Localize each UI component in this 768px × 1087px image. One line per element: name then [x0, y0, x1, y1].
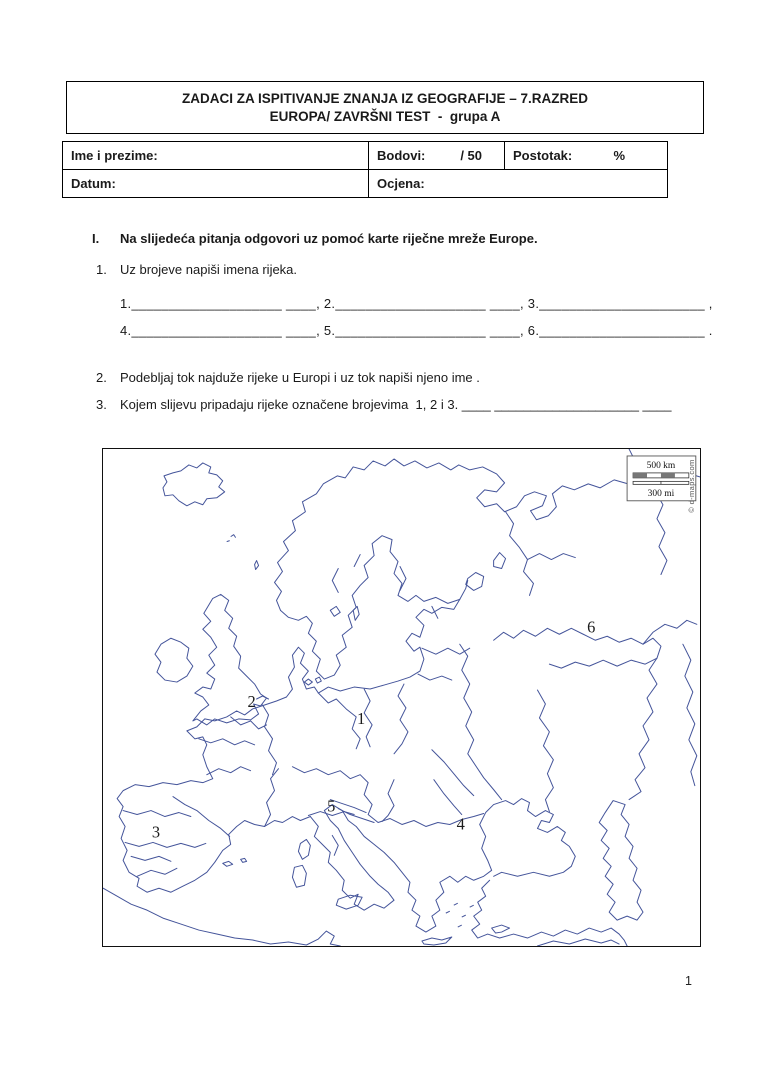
table-row [63, 142, 668, 170]
river-oka [549, 658, 657, 668]
river-ebro [173, 797, 230, 837]
faroe-shetland-islands [227, 535, 259, 570]
scandinavian-rivers [332, 555, 438, 619]
river-thames [257, 696, 269, 699]
river-elbe [318, 693, 360, 749]
river-loire [199, 739, 255, 745]
caspian-sea-outline [599, 801, 643, 921]
answer-blanks-row-1: 1.____________________ ____, 2.____________________ ____, 3.______________________ , [120, 296, 713, 311]
river-tiber [332, 835, 338, 855]
title-box [66, 81, 704, 134]
river-neman [418, 674, 452, 680]
name-cell [63, 142, 369, 170]
scale-bar-segment [633, 473, 647, 478]
map-credit: © d-maps.com [686, 459, 696, 513]
question-3 [96, 397, 671, 412]
map-marker-4: 4 [456, 814, 465, 834]
river-seine [231, 717, 267, 729]
question-1-number: 1. [96, 262, 107, 277]
question-3-number: 3. [96, 397, 107, 412]
crete-outline [422, 937, 452, 945]
cyprus-outline [492, 925, 510, 933]
question-3-text: Kojem slijevu pripadaju rijeke označene brojevima 1, 2 i 3. [120, 397, 462, 412]
grade-label: Ocjena: [377, 176, 425, 191]
river-don [537, 690, 553, 812]
corsica-outline [298, 839, 310, 859]
grade-cell [369, 170, 668, 198]
section-numeral: I. [92, 231, 100, 246]
italy-balkans-blacksea-coastline [310, 796, 575, 932]
river-garonne [207, 767, 251, 775]
north-africa-coastline [103, 888, 340, 946]
river-tagus [125, 842, 206, 847]
question-2-text: Podebljaj tok najduže rijeke u Europi i uz tok napiši njeno ime . [120, 370, 480, 385]
ireland-outline [155, 638, 193, 682]
page-number: 1 [685, 974, 692, 988]
river-kama [643, 620, 697, 644]
river-duero [123, 811, 191, 817]
title-line-1: ZADACI ZA ISPITIVANJE ZNANJA IZ GEOGRAFIJE – 7.RAZRED [181, 91, 589, 106]
table-row [63, 170, 668, 198]
lake-ladoga [466, 573, 484, 591]
egypt-levant-coastline [537, 939, 619, 946]
section-instruction: Na slijedeća pitanja odgovori uz pomoć karte riječne mreže Europe. [120, 231, 538, 246]
river-dniester [432, 750, 474, 796]
anatolia-coastline [472, 880, 627, 946]
scale-mi-label: 300 mi [647, 488, 675, 499]
date-cell [63, 170, 369, 198]
aegean-islands [446, 903, 474, 927]
balearic-islands [223, 858, 247, 866]
title-line-2: EUROPA/ ZAVRŠNI TEST - grupa A [269, 109, 501, 124]
map-scale-box [627, 456, 696, 501]
river-dnieper [460, 644, 502, 799]
lake-onega [494, 553, 506, 569]
river-oder [364, 689, 372, 747]
river-neva [460, 580, 468, 599]
map-marker-2: 2 [247, 691, 256, 711]
section-heading [92, 231, 538, 246]
iceland-outline [163, 463, 225, 506]
percent-cell [505, 142, 668, 170]
question-3-answer-line: ____ ____________________ ____ [461, 397, 672, 412]
map-marker-6: 6 [587, 617, 596, 637]
scale-bar-segment [661, 473, 675, 478]
europe-rivers-map [102, 448, 701, 947]
points-cell [369, 142, 505, 170]
points-label: Bodovi: [377, 148, 426, 163]
river-rhine [263, 705, 277, 775]
info-table [62, 141, 668, 198]
river-volga-upper [494, 628, 661, 658]
danish-islands [304, 606, 359, 685]
river-rhone [265, 769, 279, 827]
sardinia-outline [292, 865, 306, 887]
west-europe-coastline [117, 697, 310, 892]
river-vistula [394, 684, 408, 754]
river-volga-lower [629, 658, 657, 799]
points-value: / 50 [460, 148, 482, 163]
river-prut [434, 780, 462, 815]
denmark-outline [286, 647, 318, 697]
map-marker-5: 5 [327, 796, 336, 816]
map-marker-1: 1 [357, 708, 366, 728]
lake-vanern [330, 606, 340, 616]
map-marker-3: 3 [151, 822, 161, 842]
europe-map-svg [103, 449, 700, 946]
percent-value: % [613, 148, 625, 163]
river-guadiana [131, 856, 171, 861]
scale-km-label: 500 km [646, 460, 676, 471]
river-tisza [382, 780, 394, 822]
question-2-number: 2. [96, 370, 107, 385]
river-northern-dvina [506, 512, 576, 596]
question-1 [96, 262, 297, 277]
river-ural [683, 644, 697, 785]
date-label: Datum: [71, 176, 116, 191]
name-label: Ime i prezime: [71, 148, 158, 163]
question-2 [96, 370, 480, 385]
river-guadalquivir [137, 868, 177, 876]
percent-label: Postotak: [513, 148, 573, 163]
answer-blanks-row-2: 4.____________________ ____, 5.____________________ ____, 6.______________________ . [120, 323, 713, 338]
question-1-text: Uz brojeve napiši imena rijeka. [120, 262, 298, 277]
